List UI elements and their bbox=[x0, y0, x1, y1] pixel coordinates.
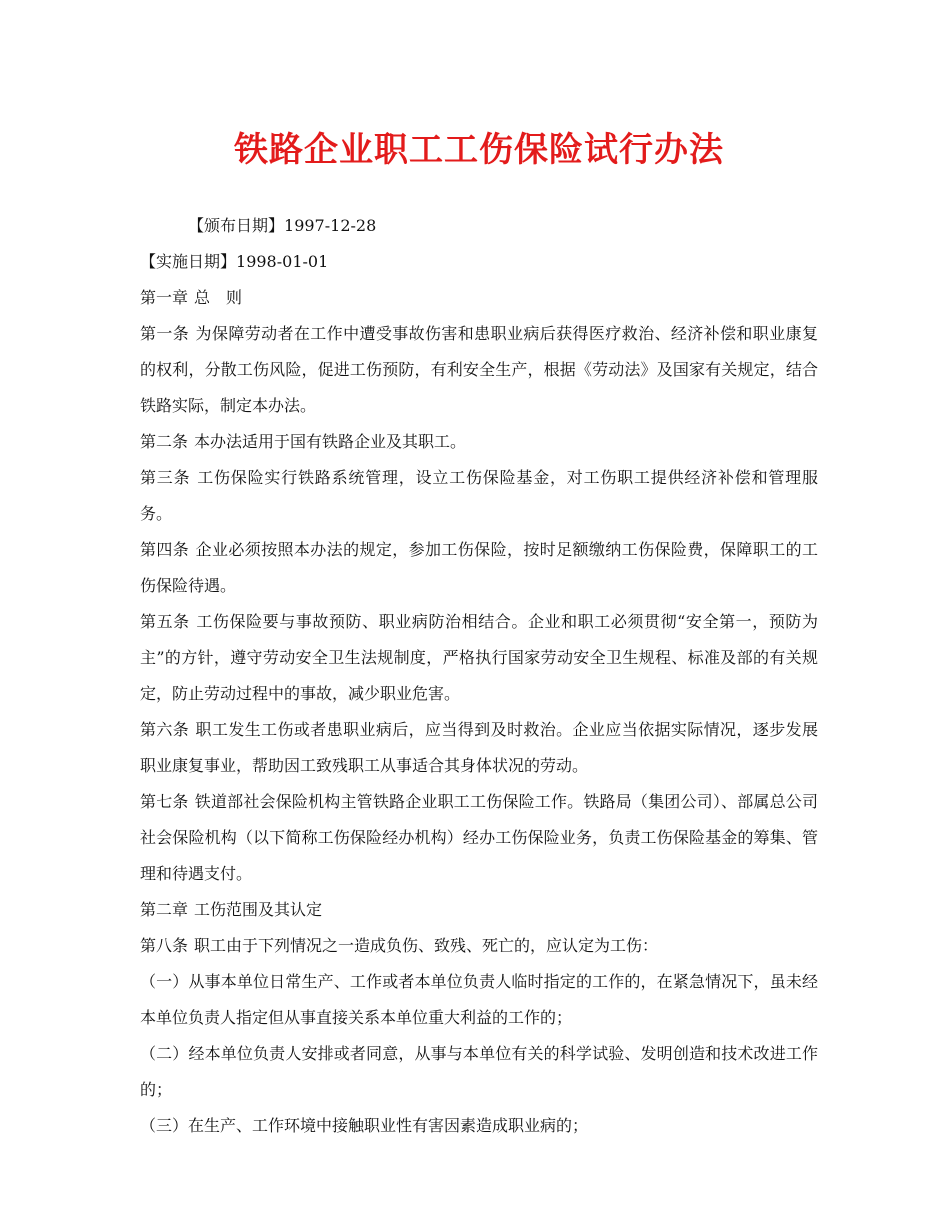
article-label: 第二条 bbox=[140, 432, 189, 451]
document-meta bbox=[140, 208, 818, 280]
chapter-title: 总 则 bbox=[194, 288, 243, 307]
clause-item bbox=[140, 964, 818, 1036]
article-label: 第一条 bbox=[140, 324, 190, 343]
clause-item bbox=[140, 1036, 818, 1108]
article-label: 第四条 bbox=[140, 540, 190, 559]
document-body bbox=[140, 280, 818, 1144]
article-text: 企业必须按照本办法的规定，参加工伤保险，按时足额缴纳工伤保险费，保障职工的工伤保险待遇。 bbox=[140, 540, 818, 595]
promulgation-date-value: 1997-12-28 bbox=[284, 216, 377, 235]
clause-text: （二）经本单位负责人安排或者同意，从事与本单位有关的科学试验、发明创造和技术改进工作的； bbox=[140, 1044, 818, 1099]
clause-text: （一）从事本单位日常生产、工作或者本单位负责人临时指定的工作的，在紧急情况下，虽未经本单位负责人指定但从事直接关系本单位重大利益的工作的； bbox=[140, 972, 818, 1027]
article-paragraph bbox=[140, 928, 818, 964]
article-label: 第六条 bbox=[140, 720, 190, 739]
article-paragraph bbox=[140, 784, 818, 892]
promulgation-date-line bbox=[140, 208, 818, 244]
chapter-label: 第二章 bbox=[140, 900, 189, 919]
chapter-label: 第一章 bbox=[140, 288, 189, 307]
clause-text: （三）在生产、工作环境中接触职业性有害因素造成职业病的； bbox=[140, 1116, 589, 1135]
clause-item bbox=[140, 1108, 818, 1144]
article-label: 第五条 bbox=[140, 612, 190, 631]
article-label: 第八条 bbox=[140, 936, 189, 955]
article-text: 工伤保险要与事故预防、职业病防治相结合。企业和职工必须贯彻“安全第一，预防为主”的方针，遵守劳动安全卫生法规制度，严格执行国家劳动安全卫生规程、标准及部的有关规定，防止劳动过程中的事故，减少职业危害。 bbox=[140, 612, 818, 703]
effective-date-value: 1998-01-01 bbox=[236, 252, 329, 271]
article-paragraph bbox=[140, 424, 818, 460]
article-text: 职工发生工伤或者患职业病后，应当得到及时救治。企业应当依据实际情况，逐步发展职业康复事业，帮助因工致残职工从事适合其身体状况的劳动。 bbox=[140, 720, 818, 775]
article-label: 第七条 bbox=[140, 792, 189, 811]
effective-date-line bbox=[140, 244, 818, 280]
chapter-heading bbox=[140, 892, 818, 928]
document-title: 铁路企业职工工伤保险试行办法 bbox=[234, 130, 724, 170]
article-paragraph bbox=[140, 316, 818, 424]
article-text: 工伤保险实行铁路系统管理，设立工伤保险基金，对工伤职工提供经济补偿和管理服务。 bbox=[140, 468, 818, 523]
article-text: 为保障劳动者在工作中遭受事故伤害和患职业病后获得医疗救治、经济补偿和职业康复的权利，分散工伤风险，促进工伤预防，有利安全生产，根据《劳动法》及国家有关规定，结合铁路实际，制定本办法。 bbox=[140, 324, 818, 415]
article-text: 本办法适用于国有铁路企业及其职工。 bbox=[194, 432, 467, 451]
article-paragraph bbox=[140, 712, 818, 784]
article-paragraph bbox=[140, 460, 818, 532]
article-label: 第三条 bbox=[140, 468, 191, 487]
article-paragraph bbox=[140, 604, 818, 712]
article-paragraph bbox=[140, 532, 818, 604]
article-text: 铁道部社会保险机构主管铁路企业职工工伤保险工作。铁路局（集团公司）、部属总公司社会保险机构（以下简称工伤保险经办机构）经办工伤保险业务，负责工伤保险基金的筹集、管理和待遇支付。 bbox=[140, 792, 818, 883]
chapter-heading bbox=[140, 280, 818, 316]
chapter-title: 工伤范围及其认定 bbox=[194, 900, 323, 919]
effective-date-label: 【实施日期】 bbox=[140, 252, 237, 271]
article-text: 职工由于下列情况之一造成负伤、致残、死亡的，应认定为工伤： bbox=[194, 936, 659, 955]
promulgation-date-label: 【颁布日期】 bbox=[188, 216, 285, 235]
